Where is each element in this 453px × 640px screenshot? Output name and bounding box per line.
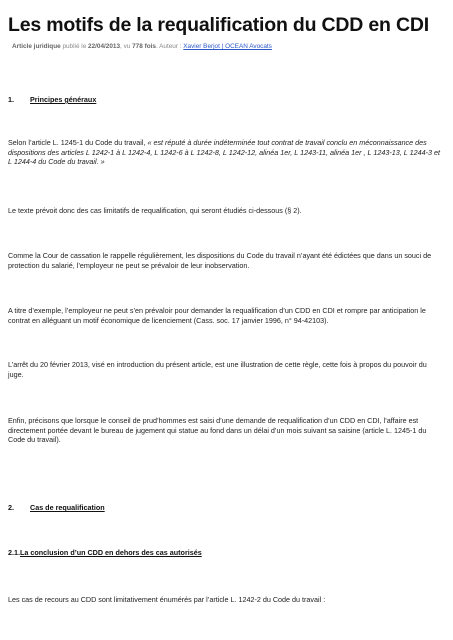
paragraph-3: Comme la Cour de cassation le rappelle régulièrement, les dispositions du Code du travail n’ayant été édictées que dans un souci de protection du salarié, l’employeur ne peut se prévaloir de leur inobservation. [8,251,432,270]
paragraph-5: L’arrêt du 20 février 2013, visé en introduction du présent article, est une illustration de cette règle, cette fois à propos du pouvoir du juge. [8,360,427,379]
legal-quote: « est réputé à durée indéterminée tout contrat de travail conclu en méconnaissance des dispositions des articles L 1242-1 à L 1242-4, L 1242-6 à L 1242-8, L 1242-12, alinéa 1er, L 1243-11, alinéa 1er , L 1243-13, L 1244-3 et L 1244-4 du Code du travail. » [8,138,440,166]
paragraph-intro: Selon l’article L. 1245-1 du Code du travail, [8,138,148,147]
published-prefix: publié le [62,43,87,50]
subsection-number: 2.1. [8,548,20,557]
article-type: Article juridique [12,43,61,50]
paragraph-2: Le texte prévoit donc des cas limitatifs de requalification, qui seront étudiés ci-dessous (§ 2). [8,206,302,215]
section-number: 1. [8,95,14,104]
subsection-heading-2-1 [8,548,202,557]
section-heading-2 [8,503,105,512]
author-prefix: . Auteur : [155,43,182,50]
views-prefix: , vu [120,43,131,50]
publish-date: 22/04/2013 [88,43,121,50]
paragraph-4: A titre d’exemple, l’employeur ne peut s’en prévaloir pour demander la requalification d’un CDD en CDI et rompre par anticipation le contrat en alléguant un motif économique de licenciement (Cass. soc. 17 janvier 1996, n° 94-42103). [8,306,426,325]
section-number: 2. [8,503,14,512]
section-title: Principes généraux [30,95,97,104]
view-count: 778 fois [132,43,156,50]
article-title: Les motifs de la requalification du CDD en CDI [8,14,429,36]
section-heading-1 [8,95,96,104]
paragraph-7: Les cas de recours au CDD sont limitativement énumérés par l’article L. 1242-2 du Code du travail : [8,595,326,604]
paragraph-1 [8,138,440,167]
article-meta [12,43,272,50]
paragraph-6: Enfin, précisons que lorsque le conseil de prud’hommes est saisi d’une demande de requalification d’un CDD en CDI, l’affaire est directement portée devant le bureau de jugement qui statue au fond dans un délai d’un mois suivant sa saisine (article L. 1245-1 du Code du travail). [8,416,427,444]
subsection-title: La conclusion d’un CDD en dehors des cas autorisés [20,548,202,557]
author-link[interactable]: Xavier Berjot | OCEAN Avocats [183,43,272,50]
section-title: Cas de requalification [30,503,105,512]
